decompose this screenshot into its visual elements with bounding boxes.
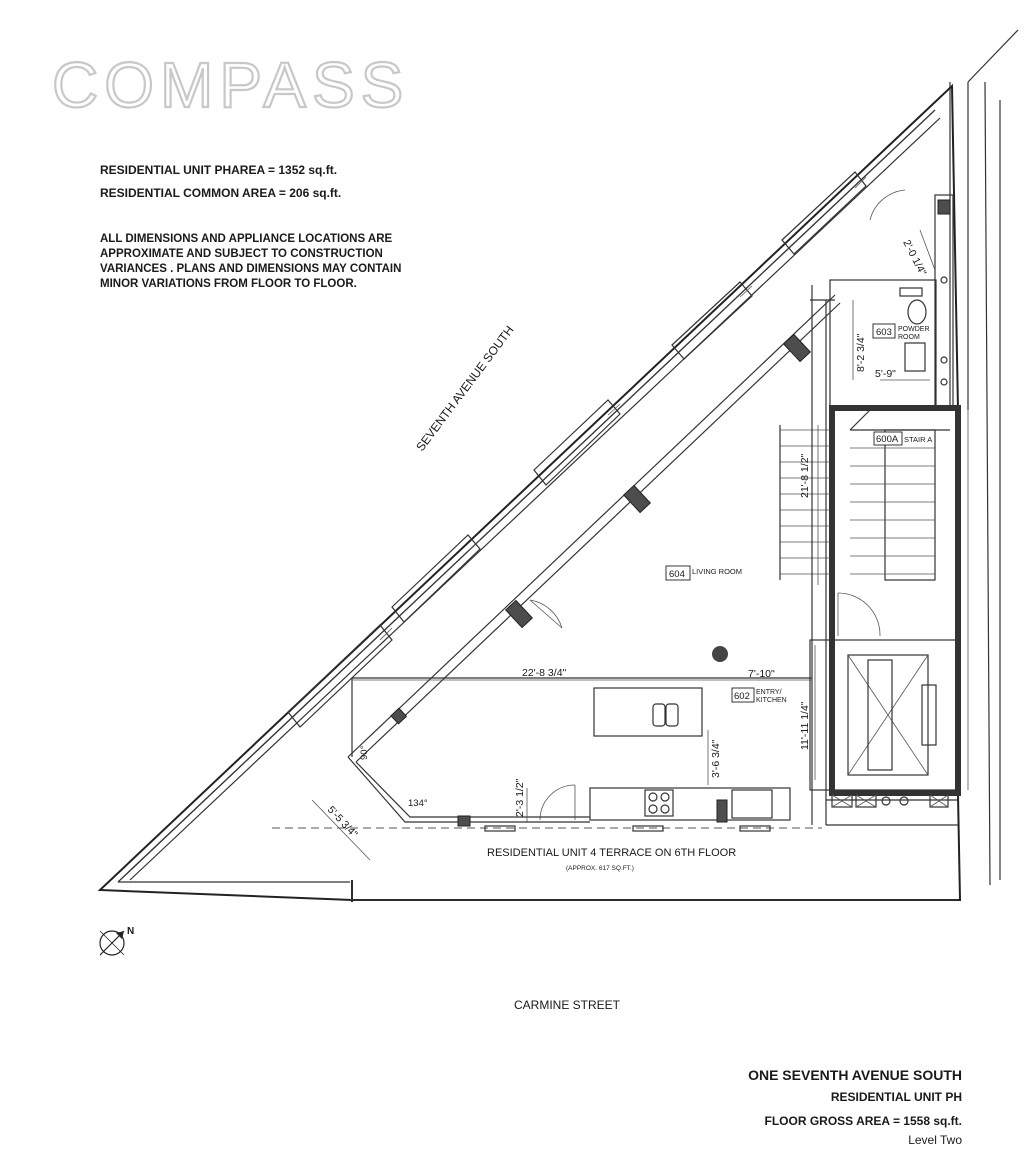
room-tag-living: [666, 566, 742, 580]
unit-area-text: RESIDENTIAL UNIT PHAREA = 1352 sq.ft.: [100, 163, 338, 177]
dim-label: 5'-9": [875, 368, 896, 380]
room-name: ENTRY/: [756, 689, 782, 696]
dim-label: 5'-5 3/4": [324, 803, 360, 841]
room-name: STAIR A: [904, 435, 933, 444]
dim-label: 2'-3 1/2": [514, 778, 526, 817]
compass-logo: COMPASS: [52, 49, 410, 121]
door-swings: [530, 190, 905, 820]
common-area-text: RESIDENTIAL COMMON AREA = 206 sq.ft.: [100, 186, 342, 200]
room-tag-kitchen: [732, 688, 787, 704]
mechanical-boxes: [832, 795, 948, 807]
disclaimer-line: MINOR VARIATIONS FROM FLOOR TO FLOOR.: [100, 278, 357, 290]
room-name: KITCHEN: [756, 697, 787, 704]
dim-label: 7'-10": [748, 668, 775, 680]
room-tag-stair: [874, 432, 932, 445]
structural-column: [712, 646, 728, 662]
street-label-carmine: CARMINE STREET: [514, 998, 621, 1012]
room-name: ROOM: [898, 334, 920, 341]
room-name: POWDER: [898, 326, 930, 333]
gross-area-title: FLOOR GROSS AREA = 1558 sq.ft.: [764, 1114, 962, 1128]
terrace-label: RESIDENTIAL UNIT 4 TERRACE ON 6TH FLOOR: [487, 847, 737, 859]
dim-label: 22'-8 3/4": [522, 667, 567, 679]
room-tag-powder: [873, 324, 930, 341]
terrace: [272, 826, 958, 902]
terrace-approx: (APPROX. 617 SQ.FT.): [566, 865, 634, 872]
disclaimer-line: ALL DIMENSIONS AND APPLIANCE LOCATIONS ARE: [100, 233, 393, 245]
unit-title: RESIDENTIAL UNIT PH: [830, 1090, 962, 1104]
room-number: 600A: [876, 434, 899, 445]
building-title: ONE SEVENTH AVENUE SOUTH: [748, 1067, 962, 1083]
north-arrow-icon: [100, 926, 134, 955]
room-name: LIVING ROOM: [692, 567, 743, 576]
disclaimer-line: VARIANCES . PLANS AND DIMENSIONS MAY CONTAIN: [100, 263, 402, 275]
elevator: [810, 640, 958, 790]
angle-label: 90°: [359, 745, 370, 760]
dim-label: 2'-0 1/4": [900, 237, 929, 278]
dim-label: 11'-11 1/4": [799, 701, 811, 750]
street-label-seventh-ave: SEVENTH AVENUE SOUTH: [413, 323, 517, 454]
room-number: 603: [876, 327, 892, 338]
stair-treads: [780, 425, 935, 580]
dim-label: 21'-8 1/2": [799, 453, 811, 498]
north-label: N: [127, 926, 135, 937]
dim-label: 3'-6 3/4": [710, 739, 722, 778]
room-number: 602: [734, 691, 750, 702]
room-number: 604: [669, 569, 685, 580]
dimension-lines: [312, 230, 935, 860]
level-title: Level Two: [908, 1133, 962, 1147]
dim-label: 8'-2 3/4": [855, 333, 867, 372]
disclaimer-line: APPROXIMATE AND SUBJECT TO CONSTRUCTION: [100, 248, 383, 260]
angle-label: 134°: [408, 798, 428, 809]
kitchen: [590, 688, 790, 822]
